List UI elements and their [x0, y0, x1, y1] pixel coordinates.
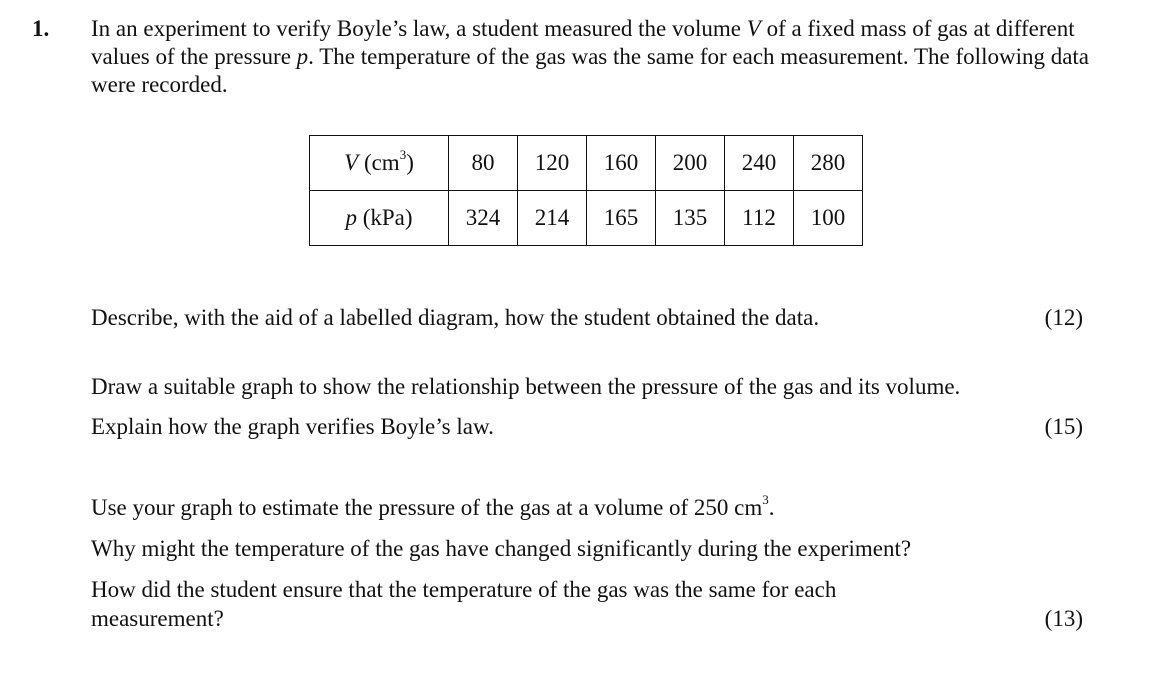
pressure-cell: 112 [725, 191, 794, 246]
temperature-prompt: Why might the temperature of the gas have changed significantly during the experiment? [91, 536, 912, 561]
volume-cell: 240 [725, 136, 794, 191]
pressure-cell: 324 [449, 191, 518, 246]
question-intro [91, 15, 1101, 99]
graph-prompt-line1: Draw a suitable graph to show the relationship between the pressure of the gas and its volume. [91, 374, 961, 399]
volume-cell: 280 [794, 136, 863, 191]
table-row-pressure [310, 191, 863, 246]
intro-var-p: p [296, 44, 309, 69]
data-table [309, 135, 863, 246]
pressure-cell: 100 [794, 191, 863, 246]
intro-text-3: . The temperature of the gas was the same for each measurement. The following data were recorded. [91, 44, 1090, 97]
describe-marks: (12) [1044, 305, 1083, 330]
volume-cell: 200 [656, 136, 725, 191]
volume-cell: 80 [449, 136, 518, 191]
intro-text-1: In an experiment to verify Boyle’s law, a student measured the volume [91, 16, 747, 41]
volume-cell: 120 [518, 136, 587, 191]
pressure-cell: 135 [656, 191, 725, 246]
pressure-cell: 165 [587, 191, 656, 246]
volume-cell: 160 [587, 136, 656, 191]
describe-prompt: Describe, with the aid of a labelled diagram, how the student obtained the data. [91, 305, 820, 330]
graph-marks: (15) [1044, 414, 1083, 439]
pressure-header: p (kPa) [310, 191, 449, 246]
final-marks: (13) [1044, 606, 1083, 631]
intro-var-v: V [746, 16, 761, 41]
table-row-volume [310, 136, 863, 191]
ensure-prompt-line1: How did the student ensure that the temperature of the gas was the same for each [91, 577, 837, 602]
question-number: 1. [32, 16, 50, 41]
graph-prompt-line2: Explain how the graph verifies Boyle’s law. [91, 414, 494, 439]
pressure-cell: 214 [518, 191, 587, 246]
intro-text-2: of a fixed mass of gas at different values of the pressure [91, 16, 1075, 69]
ensure-prompt-line2: measurement? [91, 606, 224, 631]
volume-header: V $(cm^3)$ [310, 136, 449, 191]
estimate-prompt: Use your graph to estimate the pressure of the gas at a volume of 250 $cm^3$. [91, 492, 775, 520]
